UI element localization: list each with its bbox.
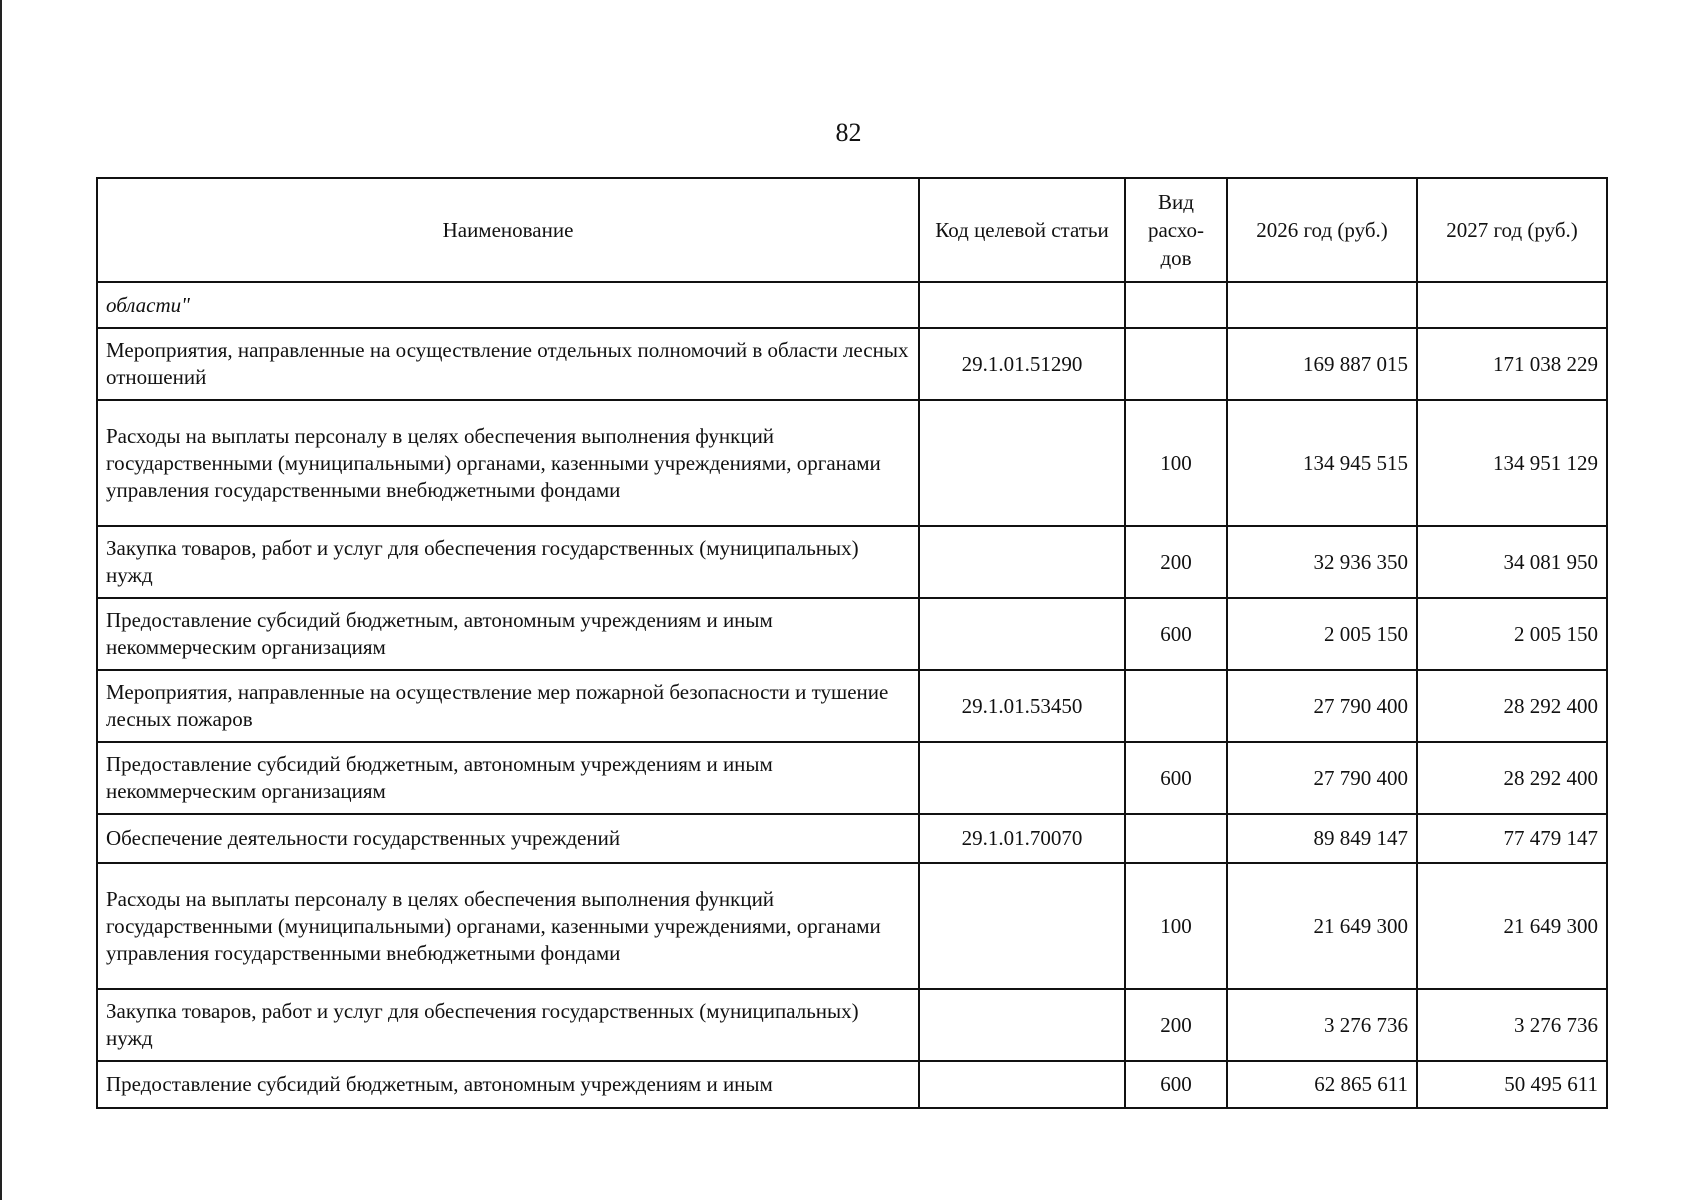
cell-code: 29.1.01.53450 — [919, 670, 1125, 742]
cell-name: Обеспечение деятельности государственных учреждений — [97, 814, 919, 863]
cell-code: 29.1.01.70070 — [919, 814, 1125, 863]
cell-2027: 28 292 400 — [1417, 670, 1607, 742]
header-code: Код целевой статьи — [919, 178, 1125, 282]
cell-name: области" — [97, 282, 919, 328]
table-row — [97, 989, 1607, 1061]
table-header-row — [97, 178, 1607, 282]
cell-kind: 100 — [1125, 400, 1227, 526]
table-row — [97, 598, 1607, 670]
header-year-2026: 2026 год (руб.) — [1227, 178, 1417, 282]
cell-2026: 21 649 300 — [1227, 863, 1417, 989]
cell-2026: 62 865 611 — [1227, 1061, 1417, 1108]
cell-code — [919, 282, 1125, 328]
cell-2026: 3 276 736 — [1227, 989, 1417, 1061]
cell-kind: 600 — [1125, 1061, 1227, 1108]
cell-kind: 100 — [1125, 863, 1227, 989]
cell-2026: 32 936 350 — [1227, 526, 1417, 598]
cell-code — [919, 742, 1125, 814]
cell-name: Предоставление субсидий бюджетным, автономным учреждениям и иным некоммерческим организациям — [97, 598, 919, 670]
cell-2027: 34 081 950 — [1417, 526, 1607, 598]
cell-2026 — [1227, 282, 1417, 328]
cell-kind — [1125, 282, 1227, 328]
table-row — [97, 1061, 1607, 1108]
cell-2026: 89 849 147 — [1227, 814, 1417, 863]
cell-2027: 21 649 300 — [1417, 863, 1607, 989]
cell-code: 29.1.01.51290 — [919, 328, 1125, 400]
cell-code — [919, 526, 1125, 598]
cell-code — [919, 863, 1125, 989]
cell-kind: 200 — [1125, 989, 1227, 1061]
table-row — [97, 282, 1607, 328]
table-row — [97, 863, 1607, 989]
cell-2027: 2 005 150 — [1417, 598, 1607, 670]
cell-name: Предоставление субсидий бюджетным, автономным учреждениям и иным некоммерческим организациям — [97, 742, 919, 814]
table-row — [97, 814, 1607, 863]
cell-name: Предоставление субсидий бюджетным, автономным учреждениям и иным — [97, 1061, 919, 1108]
cell-2027: 50 495 611 — [1417, 1061, 1607, 1108]
cell-code — [919, 989, 1125, 1061]
cell-2026: 169 887 015 — [1227, 328, 1417, 400]
cell-2026: 2 005 150 — [1227, 598, 1417, 670]
budget-table — [96, 177, 1608, 1109]
cell-name: Расходы на выплаты персоналу в целях обеспечения выполнения функций государственными (муниципальными) органами, казенными учреждениями, органами управления государственными внебюджетными фондами — [97, 400, 919, 526]
cell-kind — [1125, 670, 1227, 742]
table-row — [97, 526, 1607, 598]
cell-name: Мероприятия, направленные на осуществление мер пожарной безопасности и тушение лесных пожаров — [97, 670, 919, 742]
cell-kind: 600 — [1125, 742, 1227, 814]
table-row — [97, 400, 1607, 526]
cell-2027: 28 292 400 — [1417, 742, 1607, 814]
cell-name: Закупка товаров, работ и услуг для обеспечения государственных (муниципальных) нужд — [97, 526, 919, 598]
cell-2027: 77 479 147 — [1417, 814, 1607, 863]
cell-name: Расходы на выплаты персоналу в целях обеспечения выполнения функций государственными (муниципальными) органами, казенными учреждениями, органами управления государственными внебюджетными фондами — [97, 863, 919, 989]
header-name: Наименование — [97, 178, 919, 282]
cell-code — [919, 400, 1125, 526]
table-row — [97, 328, 1607, 400]
cell-kind — [1125, 814, 1227, 863]
page-number: 82 — [835, 118, 862, 147]
cell-name: Закупка товаров, работ и услуг для обеспечения государственных (муниципальных) нужд — [97, 989, 919, 1061]
cell-2027 — [1417, 282, 1607, 328]
cell-2027: 134 951 129 — [1417, 400, 1607, 526]
cell-kind: 600 — [1125, 598, 1227, 670]
cell-2026: 27 790 400 — [1227, 742, 1417, 814]
page-left-edge — [0, 0, 2, 1200]
header-kind: Вид расхо-дов — [1125, 178, 1227, 282]
cell-name: Мероприятия, направленные на осуществление отдельных полномочий в области лесных отношений — [97, 328, 919, 400]
cell-2027: 3 276 736 — [1417, 989, 1607, 1061]
table-row — [97, 670, 1607, 742]
table-row — [97, 742, 1607, 814]
cell-kind — [1125, 328, 1227, 400]
cell-2026: 27 790 400 — [1227, 670, 1417, 742]
cell-2027: 171 038 229 — [1417, 328, 1607, 400]
cell-kind: 200 — [1125, 526, 1227, 598]
cell-2026: 134 945 515 — [1227, 400, 1417, 526]
cell-code — [919, 598, 1125, 670]
cell-code — [919, 1061, 1125, 1108]
header-year-2027: 2027 год (руб.) — [1417, 178, 1607, 282]
